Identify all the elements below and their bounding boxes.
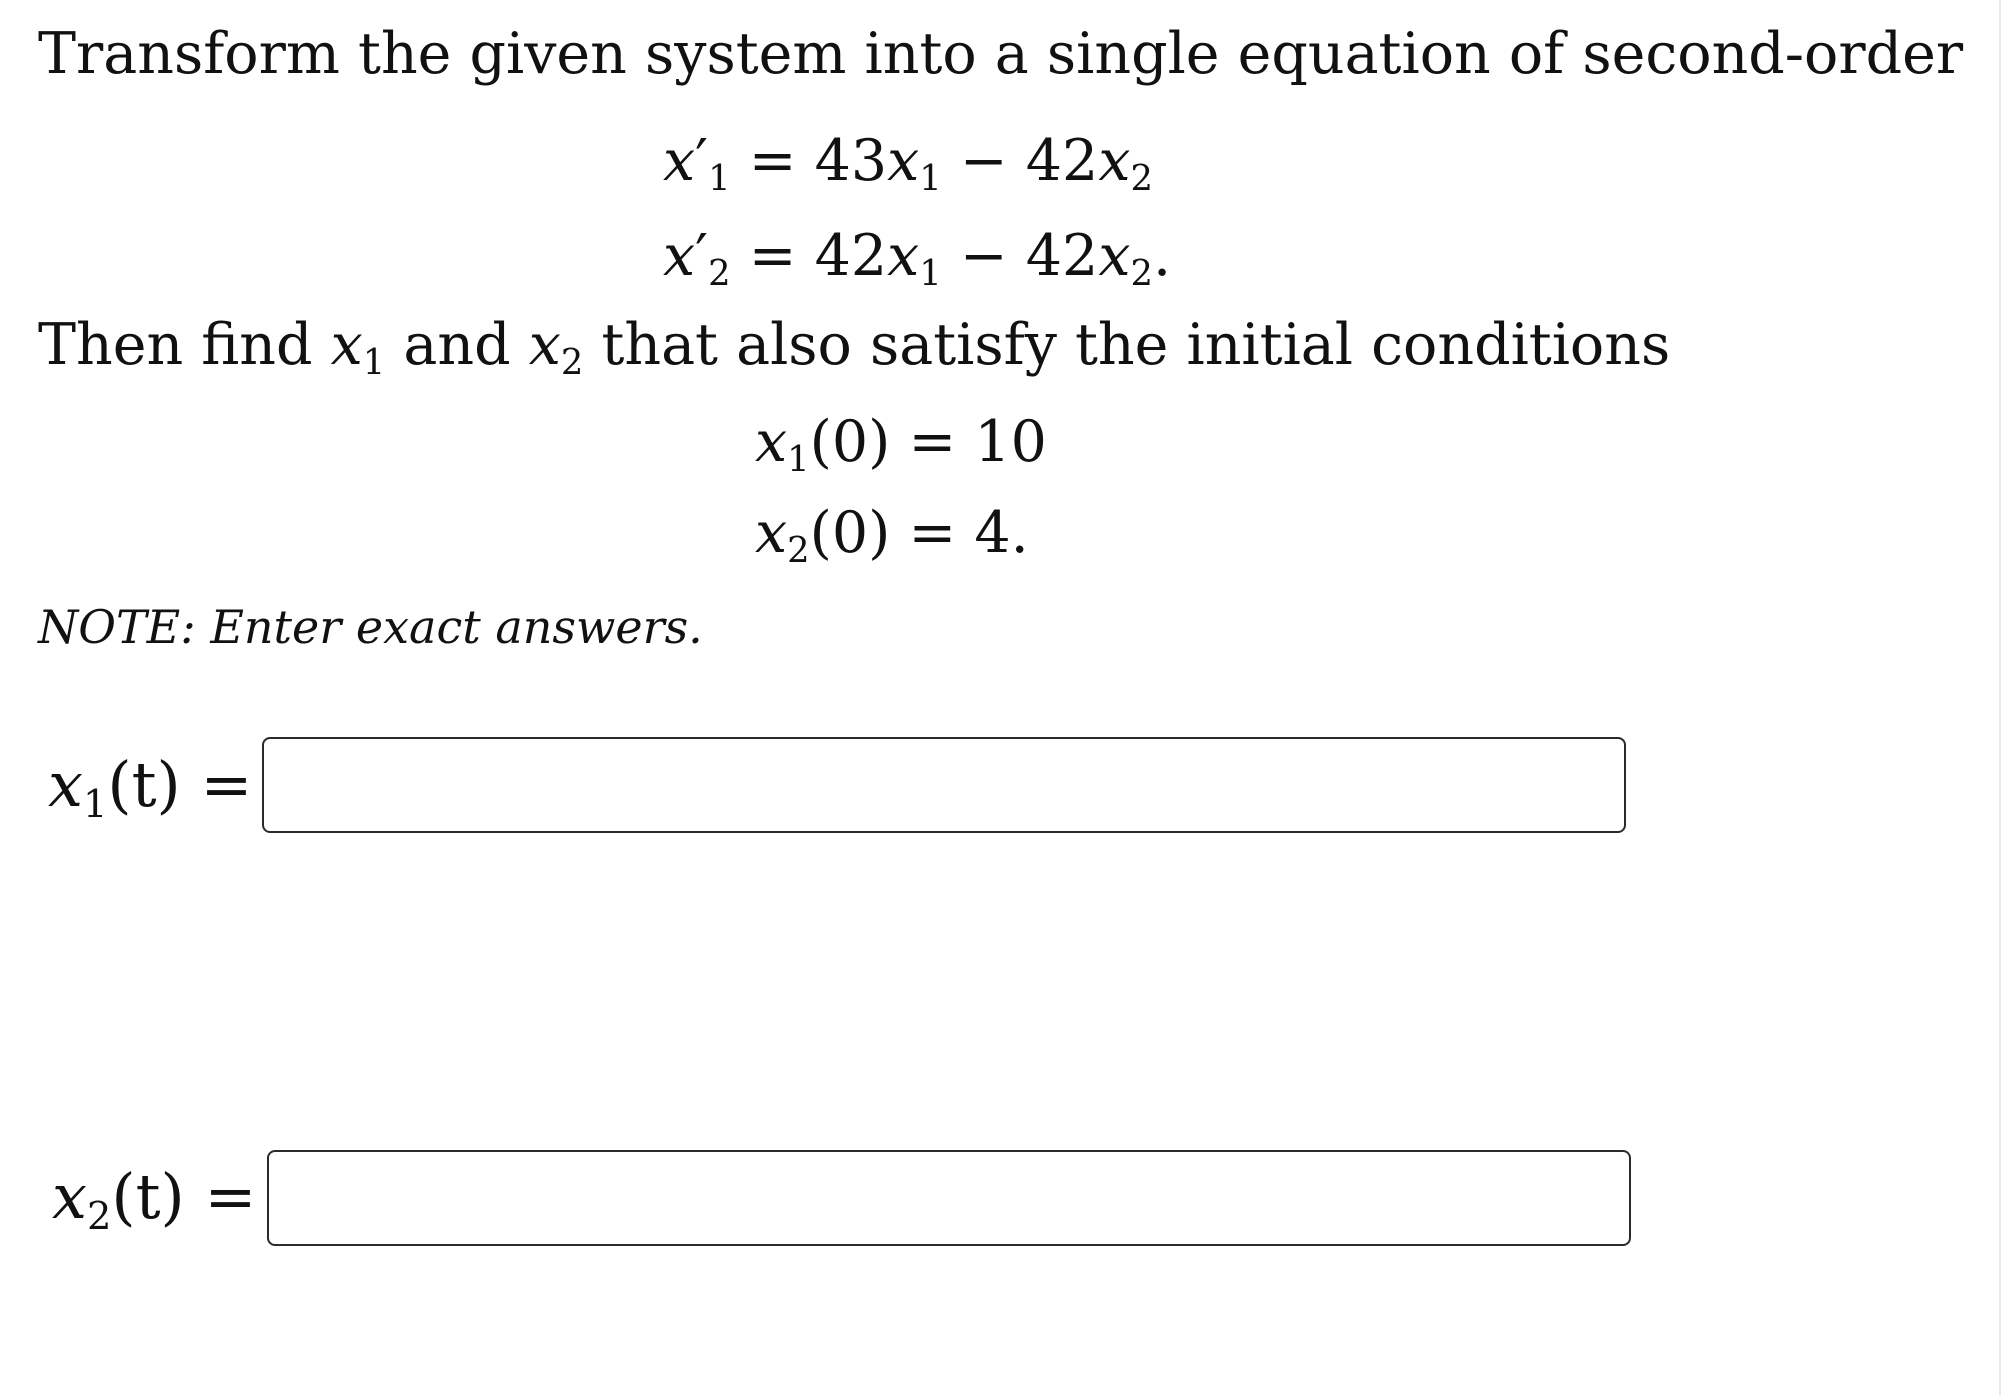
problem-intro: Transform the given system into a single equation of second-order	[38, 21, 1964, 87]
note-text: NOTE: Enter exact answers.	[38, 600, 703, 654]
initial-condition-1: $x_1(0) = 10$	[755, 409, 1047, 480]
answer-label-x1: $x_1(t)$ =	[48, 748, 253, 827]
system-equation-1: $x'_1 = 43x_1 - 42x_2$	[663, 128, 1153, 199]
answer-input-x2[interactable]	[267, 1150, 1631, 1246]
right-border-line	[1999, 0, 2001, 1395]
answer-input-x1[interactable]	[262, 737, 1626, 833]
problem-then-text: Then find $x_1$ and $x_2$ that also satisfy the initial conditions	[38, 312, 1671, 383]
system-equation-2: $x'_2 = 42x_1 - 42x_2$.	[663, 223, 1172, 294]
initial-condition-2: $x_2(0) = 4$.	[755, 500, 1029, 571]
answer-label-x2: $x_2(t)$ =	[52, 1160, 257, 1239]
